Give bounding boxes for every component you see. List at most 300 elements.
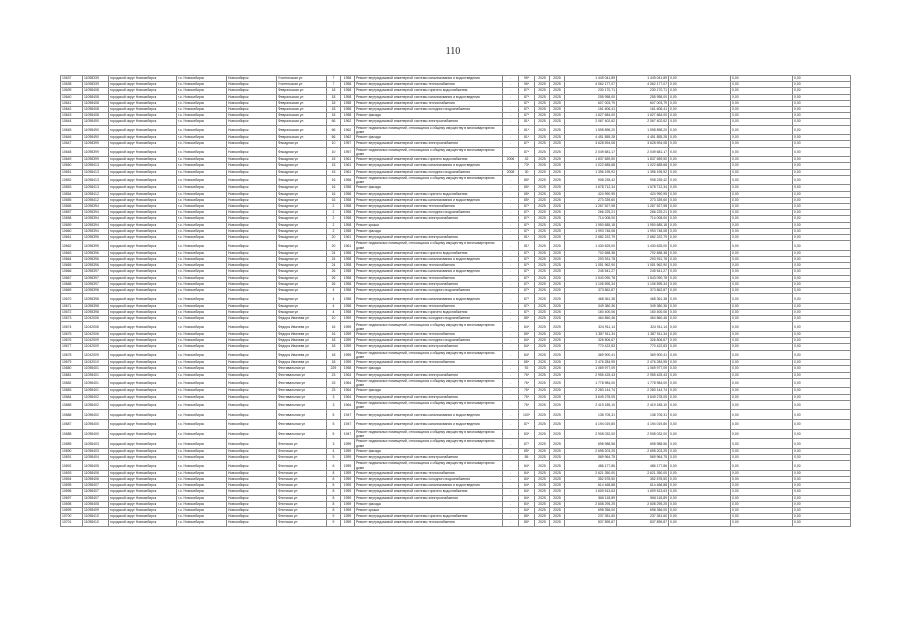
cell-wear-percent: 84* <box>519 470 535 476</box>
cell-fund-share-2: 0,00 <box>731 483 793 489</box>
cell-last-repair-year: - <box>503 508 519 514</box>
cell-fund-share-2: 0,00 <box>731 429 793 439</box>
cell-municipality: городской округ Новосибирск <box>109 470 177 476</box>
cell-row-number: 10649 <box>61 157 83 163</box>
cell-work-type: Ремонт внутридомовой инженерной системы теплоснабжения <box>355 275 503 281</box>
cell-wear-percent: 100* <box>519 410 535 420</box>
cell-fund-share-3: 0,00 <box>793 281 851 287</box>
cell-house-number: 16 <box>327 322 341 332</box>
cell-municipality: городской округ Новосибирск <box>109 169 177 175</box>
cell-settlement-type: г.о. Новосибирск <box>177 520 227 526</box>
cell-last-repair-year: - <box>503 455 519 461</box>
cell-row-number: 10701 <box>61 520 83 526</box>
cell-wear-percent: 87* <box>519 147 535 157</box>
cell-fund-share-1: 0,00 <box>669 88 731 94</box>
cell-wear-percent: 85 <box>519 455 535 461</box>
cell-cost-total: 237 351,60 <box>617 514 669 520</box>
cell-fund-share-1: 0,00 <box>669 520 731 526</box>
cell-settlement: Новосибирск <box>227 322 277 332</box>
cell-municipality: городской округ Новосибирск <box>109 228 177 234</box>
cell-house-id: 11098398 <box>83 303 109 309</box>
cell-wear-percent: 87* <box>519 439 535 449</box>
table-row <box>61 294 851 304</box>
cell-fund-share-1: 0,00 <box>669 119 731 125</box>
cell-fund-share-2: 0,00 <box>731 338 793 344</box>
cell-build-year: 1961 <box>341 157 355 163</box>
cell-house-id: 11098401 <box>83 388 109 394</box>
cell-municipality: городской округ Новосибирск <box>109 82 177 88</box>
cell-house-id: 11098402 <box>83 400 109 410</box>
cell-fund-share-3: 0,00 <box>793 420 851 430</box>
cell-fund-share-1: 0,00 <box>669 303 731 309</box>
cell-house-id: 11098408 <box>83 501 109 507</box>
cell-wear-percent: 84* <box>519 501 535 507</box>
cell-end-year: 2025 <box>550 157 565 163</box>
cell-build-year: 1957 <box>341 147 355 157</box>
cell-cost-total: 1 449 041,89 <box>617 76 669 82</box>
cell-build-year: 1959 <box>341 455 355 461</box>
cell-end-year: 2025 <box>550 250 565 256</box>
table-row <box>61 338 851 344</box>
cell-last-repair-year: - <box>503 495 519 501</box>
cell-fund-share-3: 0,00 <box>793 501 851 507</box>
table-row <box>61 495 851 501</box>
cell-settlement-type: г.о. Новосибирск <box>177 410 227 420</box>
cell-last-repair-year: 2008 <box>503 169 519 175</box>
cell-fund-share-2: 0,00 <box>731 322 793 332</box>
cell-municipality: городской округ Новосибирск <box>109 235 177 241</box>
cell-house-id: 11098399 <box>83 157 109 163</box>
cell-wear-percent: 32 <box>519 157 535 163</box>
cell-street: Флотская ул <box>277 483 327 489</box>
cell-fund-share-1: 0,00 <box>669 185 731 191</box>
cell-settlement-type: г.о. Новосибирск <box>177 470 227 476</box>
cell-house-number: 23 <box>327 388 341 394</box>
cell-fund-share-1: 0,00 <box>669 310 731 316</box>
cell-wear-percent: 87* <box>519 275 535 281</box>
cell-municipality: городской округ Новосибирск <box>109 210 177 216</box>
cell-wear-percent: 81* <box>519 235 535 241</box>
cell-street: Флотская ул <box>277 508 327 514</box>
table-row <box>61 119 851 125</box>
cell-wear-percent: 87* <box>519 263 535 269</box>
cell-cost: 161 606,41 <box>565 107 617 113</box>
cell-house-number: 26 <box>327 281 341 287</box>
cell-end-year: 2025 <box>550 322 565 332</box>
cell-street: Учительская ул <box>277 76 327 82</box>
cell-fund-share-2: 0,00 <box>731 88 793 94</box>
cell-fund-share-1: 0,00 <box>669 222 731 228</box>
cell-row-number: 10687 <box>61 420 83 430</box>
cell-start-year: 2025 <box>535 372 550 378</box>
cell-municipality: городской округ Новосибирск <box>109 163 177 169</box>
cell-settlement: Новосибирск <box>227 113 277 119</box>
cell-end-year: 2025 <box>550 439 565 449</box>
cell-street: Флотская ул <box>277 455 327 461</box>
cell-cost: 1 778 984,00 <box>565 378 617 388</box>
cell-settlement-type: г.о. Новосибирск <box>177 394 227 400</box>
cell-cost-total: 698 356,00 <box>617 508 669 514</box>
cell-fund-share-1: 0,00 <box>669 288 731 294</box>
cell-work-type: Ремонт внутридомовой инженерной системы канализования и водоотведения <box>355 163 503 169</box>
cell-house-number: 10 <box>327 147 341 157</box>
cell-settlement-type: г.о. Новосибирск <box>177 228 227 234</box>
cell-house-number: 18 <box>327 338 341 344</box>
cell-cost-total: 702 658,38 <box>617 250 669 256</box>
cell-municipality: городской округ Новосибирск <box>109 501 177 507</box>
cell-last-repair-year: - <box>503 147 519 157</box>
cell-street: Фасадная ул <box>277 216 327 222</box>
cell-settlement-type: г.о. Новосибирск <box>177 210 227 216</box>
cell-cost-total: 3 649 278,05 <box>617 394 669 400</box>
cell-end-year: 2025 <box>550 520 565 526</box>
cell-settlement-type: г.о. Новосибирск <box>177 310 227 316</box>
cell-start-year: 2025 <box>535 263 550 269</box>
cell-municipality: городской округ Новосибирск <box>109 76 177 82</box>
cell-work-type: Ремонт внутридомовой инженерной системы холодного водоснабжения <box>355 477 503 483</box>
cell-wear-percent: 87* <box>519 250 535 256</box>
cell-row-number: 10667 <box>61 275 83 281</box>
cell-settlement: Новосибирск <box>227 175 277 185</box>
cell-street: Февральская ул <box>277 119 327 125</box>
cell-work-type: Ремонт внутридомовой инженерной системы канализования и водоотведения <box>355 483 503 489</box>
cell-end-year: 2025 <box>550 477 565 483</box>
cell-settlement: Новосибирск <box>227 125 277 135</box>
cell-house-number: 10 <box>327 141 341 147</box>
cell-settlement: Новосибирск <box>227 316 277 322</box>
cell-start-year: 2025 <box>535 94 550 100</box>
cell-municipality: городской округ Новосибирск <box>109 275 177 281</box>
cell-street: Фасадная ул <box>277 257 327 263</box>
cell-cost-total: 607 003,79 <box>617 100 669 106</box>
cell-row-number: 10686 <box>61 410 83 420</box>
cell-cost-total: 4 062 177,07 <box>617 82 669 88</box>
cell-end-year: 2025 <box>550 197 565 203</box>
cell-settlement: Новосибирск <box>227 141 277 147</box>
cell-build-year: 1959 <box>341 514 355 520</box>
cell-last-repair-year: - <box>503 257 519 263</box>
cell-street: Флотская ул <box>277 477 327 483</box>
cell-last-repair-year: - <box>503 501 519 507</box>
cell-build-year: 1964 <box>341 394 355 400</box>
cell-settlement-type: г.о. Новосибирск <box>177 100 227 106</box>
cell-municipality: городской округ Новосибирск <box>109 508 177 514</box>
cell-cost: 1 396 195,92 <box>565 169 617 175</box>
cell-fund-share-1: 0,00 <box>669 461 731 471</box>
cell-house-number: 4 <box>327 303 341 309</box>
cell-house-id: 11098398 <box>83 288 109 294</box>
cell-fund-share-2: 0,00 <box>731 394 793 400</box>
cell-municipality: городской округ Новосибирск <box>109 100 177 106</box>
cell-end-year: 2025 <box>550 501 565 507</box>
cell-settlement: Новосибирск <box>227 281 277 287</box>
cell-row-number: 10653 <box>61 185 83 191</box>
cell-street: Флотская ул <box>277 520 327 526</box>
cell-row-number: 10674 <box>61 322 83 332</box>
cell-row-number: 10699 <box>61 508 83 514</box>
cell-cost: 614 468,88 <box>565 483 617 489</box>
cell-cost: 1 022 685,68 <box>565 163 617 169</box>
cell-wear-percent: 76* <box>519 378 535 388</box>
cell-build-year: 1958 <box>341 76 355 82</box>
cell-municipality: городской округ Новосибирск <box>109 388 177 394</box>
cell-fund-share-2: 0,00 <box>731 107 793 113</box>
cell-fund-share-2: 0,00 <box>731 378 793 388</box>
cell-house-number: 10 <box>327 316 341 322</box>
cell-fund-share-1: 0,00 <box>669 400 731 410</box>
cell-cost: 2 621 350,00 <box>565 470 617 476</box>
cell-house-number: 3 <box>327 394 341 400</box>
cell-wear-percent: 87* <box>519 210 535 216</box>
cell-settlement-type: г.о. Новосибирск <box>177 429 227 439</box>
cell-street: Фасадная ул <box>277 197 327 203</box>
table-row <box>61 141 851 147</box>
table-row <box>61 94 851 100</box>
cell-end-year: 2025 <box>550 228 565 234</box>
cell-last-repair-year: - <box>503 439 519 449</box>
cell-build-year: 1958 <box>341 191 355 197</box>
cell-house-id: 11042006 <box>83 332 109 338</box>
cell-municipality: городской округ Новосибирск <box>109 113 177 119</box>
cell-fund-share-3: 0,00 <box>793 514 851 520</box>
cell-end-year: 2025 <box>550 360 565 366</box>
cell-settlement-type: г.о. Новосибирск <box>177 322 227 332</box>
cell-wear-percent: 84* <box>519 461 535 471</box>
cell-street: Федора Ивачева ул <box>277 350 327 360</box>
cell-end-year: 2025 <box>550 119 565 125</box>
cell-work-type: Ремонт подвальных помещений, относящихся к общему имуществу в многоквартирном доме <box>355 125 503 135</box>
cell-settlement: Новосибирск <box>227 372 277 378</box>
cell-build-year: 1959 <box>341 477 355 483</box>
cell-fund-share-3: 0,00 <box>793 141 851 147</box>
cell-house-id: 11098400 <box>83 420 109 430</box>
table-row <box>61 455 851 461</box>
cell-house-id: 11098408 <box>83 100 109 106</box>
cell-cost-total: 352 578,50 <box>617 477 669 483</box>
cell-start-year: 2025 <box>535 455 550 461</box>
cell-house-id: 11098404 <box>83 455 109 461</box>
cell-house-number: 9 <box>327 514 341 520</box>
cell-house-number: 20 <box>327 235 341 241</box>
cell-last-repair-year: - <box>503 197 519 203</box>
cell-work-type: Ремонт внутридомовой инженерной системы теплоснабжения <box>355 82 503 88</box>
table-row <box>61 210 851 216</box>
cell-house-id: 11098401 <box>83 372 109 378</box>
cell-street: Федора Ивачева ул <box>277 322 327 332</box>
cell-work-type: Ремонт внутридомовой инженерной системы канализования и водоотведения <box>355 257 503 263</box>
cell-start-year: 2025 <box>535 113 550 119</box>
cell-end-year: 2025 <box>550 113 565 119</box>
cell-wear-percent: 84* <box>519 322 535 332</box>
cell-work-type: Ремонт внутридомовой инженерной системы теплоснабжения <box>355 332 503 338</box>
cell-settlement-type: г.о. Новосибирск <box>177 197 227 203</box>
cell-row-number: 10642 <box>61 107 83 113</box>
cell-municipality: городской округ Новосибирск <box>109 204 177 210</box>
cell-municipality: городской округ Новосибирск <box>109 197 177 203</box>
cell-house-id: 11098490 <box>83 119 109 125</box>
cell-end-year: 2025 <box>550 372 565 378</box>
cell-row-number: 10648 <box>61 147 83 157</box>
cell-fund-share-2: 0,00 <box>731 461 793 471</box>
cell-start-year: 2025 <box>535 125 550 135</box>
cell-fund-share-2: 0,00 <box>731 100 793 106</box>
cell-end-year: 2025 <box>550 210 565 216</box>
cell-cost-total: 324 911,14 <box>617 322 669 332</box>
cell-fund-share-3: 0,00 <box>793 489 851 495</box>
cell-last-repair-year: - <box>503 250 519 256</box>
cell-fund-share-2: 0,00 <box>731 185 793 191</box>
table-row <box>61 350 851 360</box>
cell-settlement: Новосибирск <box>227 439 277 449</box>
cell-fund-share-1: 0,00 <box>669 410 731 420</box>
cell-wear-percent: 84* <box>519 477 535 483</box>
cell-settlement-type: г.о. Новосибирск <box>177 461 227 471</box>
cell-cost-total: 614 468,88 <box>617 483 669 489</box>
cell-house-number: 2 <box>327 228 341 234</box>
cell-cost-total: 2 283 144,74 <box>617 388 669 394</box>
cell-last-repair-year: - <box>503 483 519 489</box>
cell-municipality: городской округ Новосибирск <box>109 520 177 526</box>
cell-settlement-type: г.о. Новосибирск <box>177 477 227 483</box>
cell-fund-share-3: 0,00 <box>793 216 851 222</box>
cell-row-number: 10663 <box>61 250 83 256</box>
cell-settlement: Новосибирск <box>227 222 277 228</box>
cell-house-id: 11098408 <box>83 88 109 94</box>
cell-last-repair-year: - <box>503 410 519 420</box>
cell-wear-percent: 87* <box>519 281 535 287</box>
cell-start-year: 2025 <box>535 210 550 216</box>
cell-settlement-type: г.о. Новосибирск <box>177 119 227 125</box>
cell-street: Февральская ул <box>277 94 327 100</box>
cell-municipality: городской округ Новосибирск <box>109 141 177 147</box>
cell-cost: 2 419 185,10 <box>565 400 617 410</box>
cell-municipality: городской округ Новосибирск <box>109 157 177 163</box>
cell-fund-share-1: 0,00 <box>669 175 731 185</box>
cell-end-year: 2025 <box>550 216 565 222</box>
cell-cost: 2 608 295,25 <box>565 501 617 507</box>
cell-end-year: 2025 <box>550 257 565 263</box>
cell-start-year: 2025 <box>535 514 550 520</box>
cell-row-number: 10665 <box>61 263 83 269</box>
cell-street: Фестивальная ул <box>277 429 327 439</box>
cell-house-id: 11042010 <box>83 360 109 366</box>
cell-house-id: 11098409 <box>83 508 109 514</box>
cell-start-year: 2025 <box>535 338 550 344</box>
cell-municipality: городской округ Новосибирск <box>109 135 177 141</box>
cell-end-year: 2025 <box>550 288 565 294</box>
cell-settlement: Новосибирск <box>227 169 277 175</box>
cell-settlement: Новосибирск <box>227 275 277 281</box>
cell-work-type: Ремонт внутридомовой инженерной системы канализования и водоотведения <box>355 197 503 203</box>
cell-last-repair-year: - <box>503 263 519 269</box>
cell-fund-share-1: 0,00 <box>669 197 731 203</box>
cell-wear-percent: 85* <box>519 175 535 185</box>
cell-settlement-type: г.о. Новосибирск <box>177 125 227 135</box>
cell-row-number: 10688 <box>61 429 83 439</box>
cell-municipality: городской округ Новосибирск <box>109 322 177 332</box>
cell-wear-percent: 87* <box>519 294 535 304</box>
cell-settlement: Новосибирск <box>227 88 277 94</box>
cell-settlement: Новосибирск <box>227 394 277 400</box>
cell-last-repair-year: - <box>503 163 519 169</box>
cell-fund-share-2: 0,00 <box>731 119 793 125</box>
cell-cost: 2 067 402,62 <box>565 119 617 125</box>
cell-start-year: 2025 <box>535 461 550 471</box>
cell-start-year: 2025 <box>535 269 550 275</box>
cell-house-id: 11098413 <box>83 185 109 191</box>
cell-house-number: 24 <box>327 263 341 269</box>
capital-repair-table <box>60 75 851 527</box>
cell-build-year: 1958 <box>341 100 355 106</box>
cell-build-year: 1964 <box>341 400 355 410</box>
cell-work-type: Ремонт подвальных помещений, относящихся к общему имуществу в многоквартирном доме <box>355 439 503 449</box>
cell-fund-share-3: 0,00 <box>793 520 851 526</box>
table-row <box>61 394 851 400</box>
table-row <box>61 477 851 483</box>
cell-cost: 698 988,56 <box>565 439 617 449</box>
cell-work-type: Ремонт внутридомовой инженерной системы теплоснабжения <box>355 360 503 366</box>
cell-start-year: 2025 <box>535 141 550 147</box>
cell-settlement: Новосибирск <box>227 157 277 163</box>
cell-cost: 369 900,41 <box>565 350 617 360</box>
cell-settlement-type: г.о. Новосибирск <box>177 288 227 294</box>
cell-street: Фасадная ул <box>277 141 327 147</box>
cell-wear-percent: 85* <box>519 191 535 197</box>
cell-end-year: 2025 <box>550 269 565 275</box>
cell-end-year: 2025 <box>550 388 565 394</box>
cell-last-repair-year: - <box>503 366 519 372</box>
cell-house-id: 11098397 <box>83 275 109 281</box>
cell-wear-percent: 87* <box>519 257 535 263</box>
cell-work-type: Ремонт внутридомовой инженерной системы теплоснабжения <box>355 303 503 309</box>
cell-row-number: 10664 <box>61 257 83 263</box>
cell-start-year: 2025 <box>535 350 550 360</box>
cell-fund-share-1: 0,00 <box>669 344 731 350</box>
cell-end-year: 2025 <box>550 241 565 251</box>
cell-end-year: 2025 <box>550 185 565 191</box>
cell-work-type: Ремонт внутридомовой инженерной системы теплоснабжения <box>355 520 503 526</box>
cell-cost: 566 118,89 <box>565 495 617 501</box>
cell-house-id: 11098410 <box>83 514 109 520</box>
cell-last-repair-year: - <box>503 76 519 82</box>
cell-settlement: Новосибирск <box>227 269 277 275</box>
cell-cost: 2 049 681,17 <box>565 147 617 157</box>
cell-cost-total: 1 069 977,09 <box>617 366 669 372</box>
cell-fund-share-3: 0,00 <box>793 94 851 100</box>
cell-fund-share-1: 0,00 <box>669 489 731 495</box>
cell-settlement-type: г.о. Новосибирск <box>177 455 227 461</box>
table-row <box>61 147 851 157</box>
cell-fund-share-3: 0,00 <box>793 228 851 234</box>
cell-fund-share-3: 0,00 <box>793 483 851 489</box>
cell-row-number: 10647 <box>61 141 83 147</box>
cell-house-number: 15 <box>327 163 341 169</box>
cell-settlement: Новосибирск <box>227 191 277 197</box>
cell-cost-total: 698 988,56 <box>617 439 669 449</box>
cell-row-number: 10652 <box>61 175 83 185</box>
cell-street: Фестивальная ул <box>277 366 327 372</box>
cell-fund-share-2: 0,00 <box>731 157 793 163</box>
cell-wear-percent: 30 <box>519 169 535 175</box>
cell-settlement: Новосибирск <box>227 400 277 410</box>
cell-house-number: 5 <box>327 420 341 430</box>
cell-fund-share-2: 0,00 <box>731 470 793 476</box>
cell-house-id: 11098398 <box>83 310 109 316</box>
cell-settlement: Новосибирск <box>227 520 277 526</box>
cell-build-year: 1961 <box>341 235 355 241</box>
cell-street: Флотская ул <box>277 439 327 449</box>
cell-street: Фасадная ул <box>277 310 327 316</box>
